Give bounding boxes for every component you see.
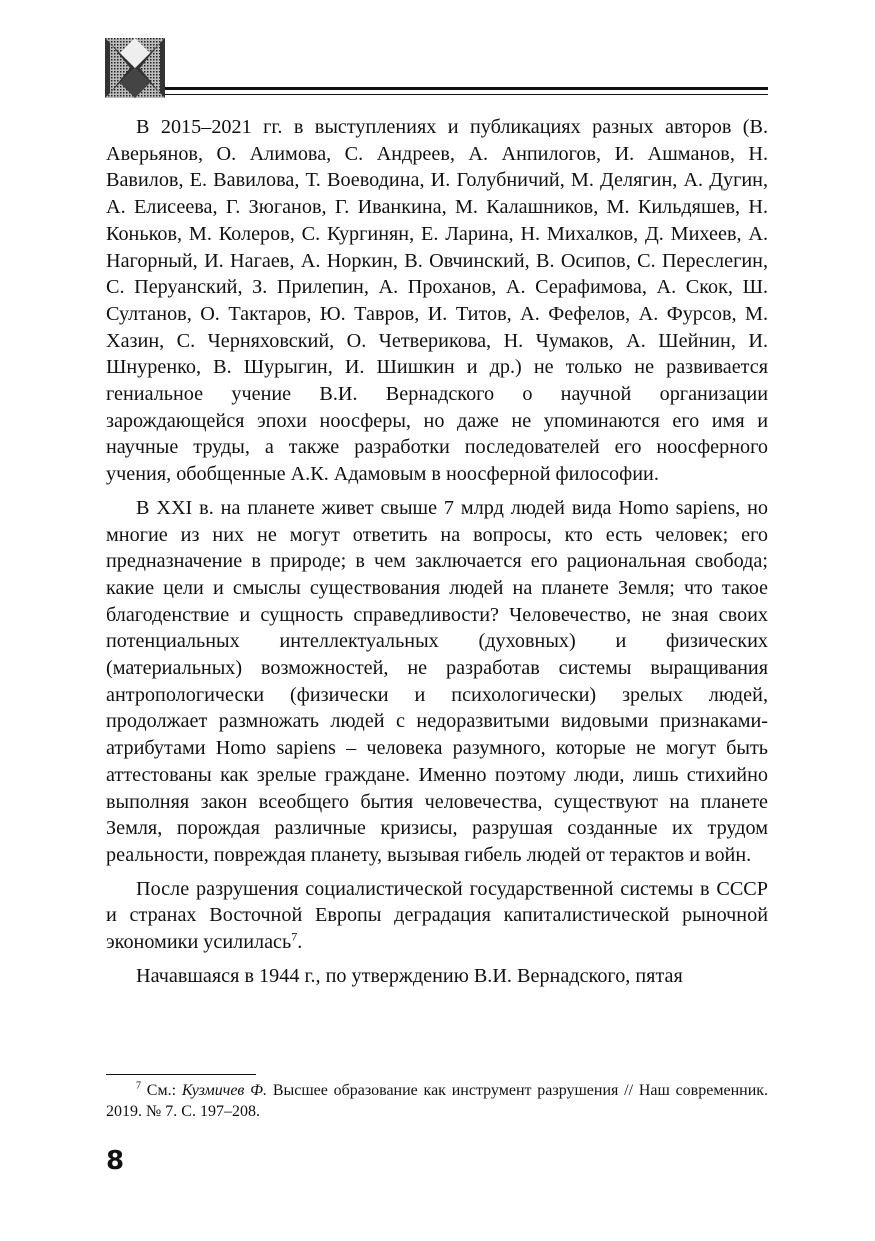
paragraph: Начавшаяся в 1944 г., по утверждению В.И. Вернадского, пятая <box>136 964 683 987</box>
footnote-reference[interactable]: 7 <box>291 929 298 944</box>
header-ornament-icon <box>105 38 165 98</box>
header-rule <box>165 87 768 90</box>
paragraph: В XXI в. на планете живет свыше 7 млрд людей вида Homo sapiens, но многие из них не могут ответить на вопросы, кто есть человек; его предназначение в природе; в чем заключается его рациональная свобода; какие цели и смыслы существования людей на планете Земля; что такое благоденствие и сущность справедливости? Человечество, не зная своих потенциальных интеллектуальных (духовных) и физических (материальных) возможностей, не разработав системы выращивания антропологически (физически и психологически) зрелых людей, продолжает размножать людей с недоразвитыми видовыми признаками-атрибутами Homo sapiens – человека разумного, которые не могут быть аттестованы как зрелые граждане. Именно поэтому люди, лишь стихийно выполняя закон всеобщего бытия человечества, существуют на планете Земля, порождая различные кризисы, разрушая созданные их трудом реальности, повреждая планету, вызывая гибель людей от терактов и войн. <box>106 496 768 866</box>
footnote-text: Высшее образование как инструмент разрушения // Наш современник. 2019. № 7. С. 197–208. <box>106 1082 769 1120</box>
footnote-divider <box>106 1074 256 1075</box>
footnote-number: 7 <box>136 1080 141 1092</box>
paragraph-text: После разрушения социалистической государственной системы в СССР и странах Восточной Европы деградация капиталистической рыночной экономики усилилась <box>106 877 768 954</box>
footnote <box>106 1080 768 1122</box>
footnote-author: Кузмичев Ф. <box>181 1082 268 1099</box>
paragraph: В 2015–2021 гг. в выступлениях и публикациях разных авторов (В. Аверьянов, О. Алимова, С. Андреев, А. Анпилогов, И. Ашманов, Н. Вавилов, Е. Вавилова, Т. Воеводина, И. Голубничий, М. Делягин, А. Дугин, А. Елисеева, Г. Зюганов, Г. Иванкина, М. Калашников, М. Кильдяшев, Н. Коньков, М. Колеров, С. Кургинян, Е. Ларина, Н. Михалков, Д. Михеев, А. Нагорный, И. Нагаев, А. Норкин, В. Овчинский, В. Осипов, С. Переслегин, С. Перуанский, З. Прилепин, А. Проханов, А. Серафимова, А. Скок, Ш. Султанов, О. Тактаров, Ю. Тавров, И. Титов, А. Фефелов, А. Фурсов, М. Хазин, С. Черняховский, О. Четверикова, Н. Чумаков, А. Шейнин, И. Шнуренко, В. Шурыгин, И. Шишкин и др.) не только не развивается гениальное учение В.И. Вернадского о научной организации зарождающейся эпохи ноосферы, но даже не упоминаются его имя и научные труды, а также разработки последователей его ноосферного учения, обобщенные А.К. Адамовым в ноосферной философии. <box>106 116 768 486</box>
page-number: 8 <box>106 1146 125 1176</box>
footnote-prefix: См.: <box>146 1082 177 1099</box>
header-rule-thin <box>165 94 768 95</box>
paragraph: После разрушения социалистической государственной системы в СССР и странах Восточной Европы деградация капиталистической рыночной экономики усилилась$^7$. <box>106 877 768 954</box>
body-text <box>106 114 768 990</box>
